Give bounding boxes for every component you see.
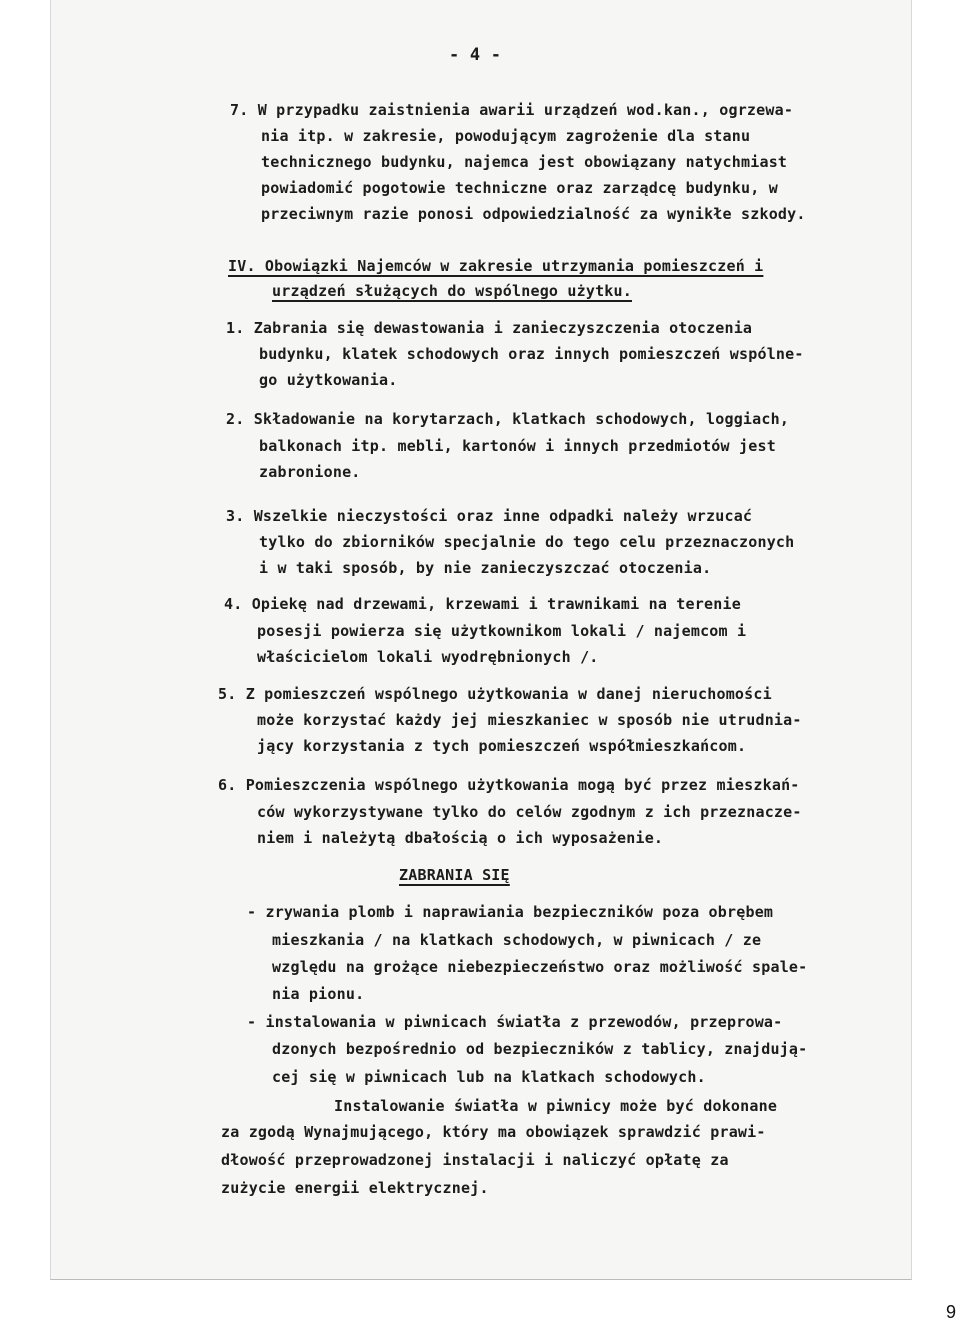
closing-line-4: zużycie energii elektrycznej.: [221, 1179, 489, 1197]
closing-line-3: dłowość przeprowadzonej instalacji i naliczyć opłatę za: [221, 1151, 729, 1169]
item3-line-2: tylko do zbiorników specjalnie do tego celu przeznaczonych: [259, 533, 795, 551]
item4-line-1: 4. Opiekę nad drzewami, krzewami i trawnikami na terenie: [224, 595, 741, 613]
item4-line-2: posesji powierza się użytkownikom lokali / najemcom i: [257, 622, 747, 640]
item1-line-1: 1. Zabrania się dewastowania i zanieczyszczenia otoczenia: [226, 319, 753, 337]
section7-line-1: 7. W przypadku zaistnienia awarii urządzeń wod.kan., ogrzewa-: [230, 101, 794, 119]
bullet2-line-3: cej się w piwnicach lub na klatkach schodowych.: [272, 1068, 706, 1086]
item5-line-3: jący korzystania z tych pomieszczeń współmieszkańcom.: [257, 737, 747, 755]
item3-line-3: i w taki sposób, by nie zanieczyszczać otoczenia.: [259, 559, 712, 577]
item5-line-2: może korzystać każdy jej mieszkaniec w sposób nie utrudnia-: [257, 711, 802, 729]
bullet1-line-4: nia pionu.: [272, 985, 365, 1003]
page-marker: - 4 -: [449, 45, 502, 65]
section7-line-4: powiadomić pogotowie techniczne oraz zarządcę budynku, w: [261, 179, 778, 197]
scanned-page: [50, 0, 912, 1280]
section7-line-5: przeciwnym razie ponosi odpowiedzialność za wynikłe szkody.: [261, 205, 806, 223]
bullet1-line-3: względu na grożące niebezpieczeństwo oraz możliwość spale-: [272, 958, 808, 976]
page-number: 9: [945, 1302, 956, 1322]
section4-heading-line-1: IV. Obowiązki Najemców w zakresie utrzymania pomieszczeń i: [228, 257, 764, 275]
section4-heading-line-2: urządzeń służących do wspólnego użytku.: [272, 282, 632, 300]
item6-line-2: ców wykorzystywane tylko do celów zgodnym z ich przeznacze-: [257, 803, 802, 821]
item4-line-3: właścicielom lokali wyodrębnionych /.: [257, 648, 599, 666]
bullet2-line-1: - instalowania w piwnicach światła z przewodów, przeprowa-: [247, 1013, 783, 1031]
closing-line-2: za zgodą Wynajmującego, który ma obowiązek sprawdzić prawi-: [221, 1123, 766, 1141]
item2-line-1: 2. Składowanie na korytarzach, klatkach schodowych, loggiach,: [226, 410, 790, 428]
item6-line-1: 6. Pomieszczenia wspólnego użytkowania mogą być przez mieszkań-: [218, 776, 800, 794]
bullet1-line-1: - zrywania plomb i naprawiania bezpieczników poza obrębem: [247, 903, 774, 921]
section7-line-3: technicznego budynku, najemca jest obowiązany natychmiast: [261, 153, 788, 171]
prohibitions-heading: ZABRANIA SIĘ: [399, 866, 510, 884]
section7-line-2: nia itp. w zakresie, powodującym zagrożenie dla stanu: [261, 127, 751, 145]
item1-line-2: budynku, klatek schodowych oraz innych pomieszczeń wspólne-: [259, 345, 804, 363]
item3-line-1: 3. Wszelkie nieczystości oraz inne odpadki należy wrzucać: [226, 507, 753, 525]
closing-line-1: Instalowanie światła w piwnicy może być dokonane: [334, 1097, 778, 1115]
item5-line-1: 5. Z pomieszczeń wspólnego użytkowania w danej nieruchomości: [218, 685, 772, 703]
item2-line-2: balkonach itp. mebli, kartonów i innych przedmiotów jest: [259, 437, 776, 455]
bullet1-line-2: mieszkania / na klatkach schodowych, w piwnicach / ze: [272, 931, 762, 949]
item2-line-3: zabronione.: [259, 463, 361, 481]
bullet2-line-2: dzonych bezpośrednio od bezpieczników z tablicy, znajdują-: [272, 1040, 808, 1058]
item6-line-3: niem i należytą dbałością o ich wyposażenie.: [257, 829, 664, 847]
item1-line-3: go użytkowania.: [259, 371, 398, 389]
